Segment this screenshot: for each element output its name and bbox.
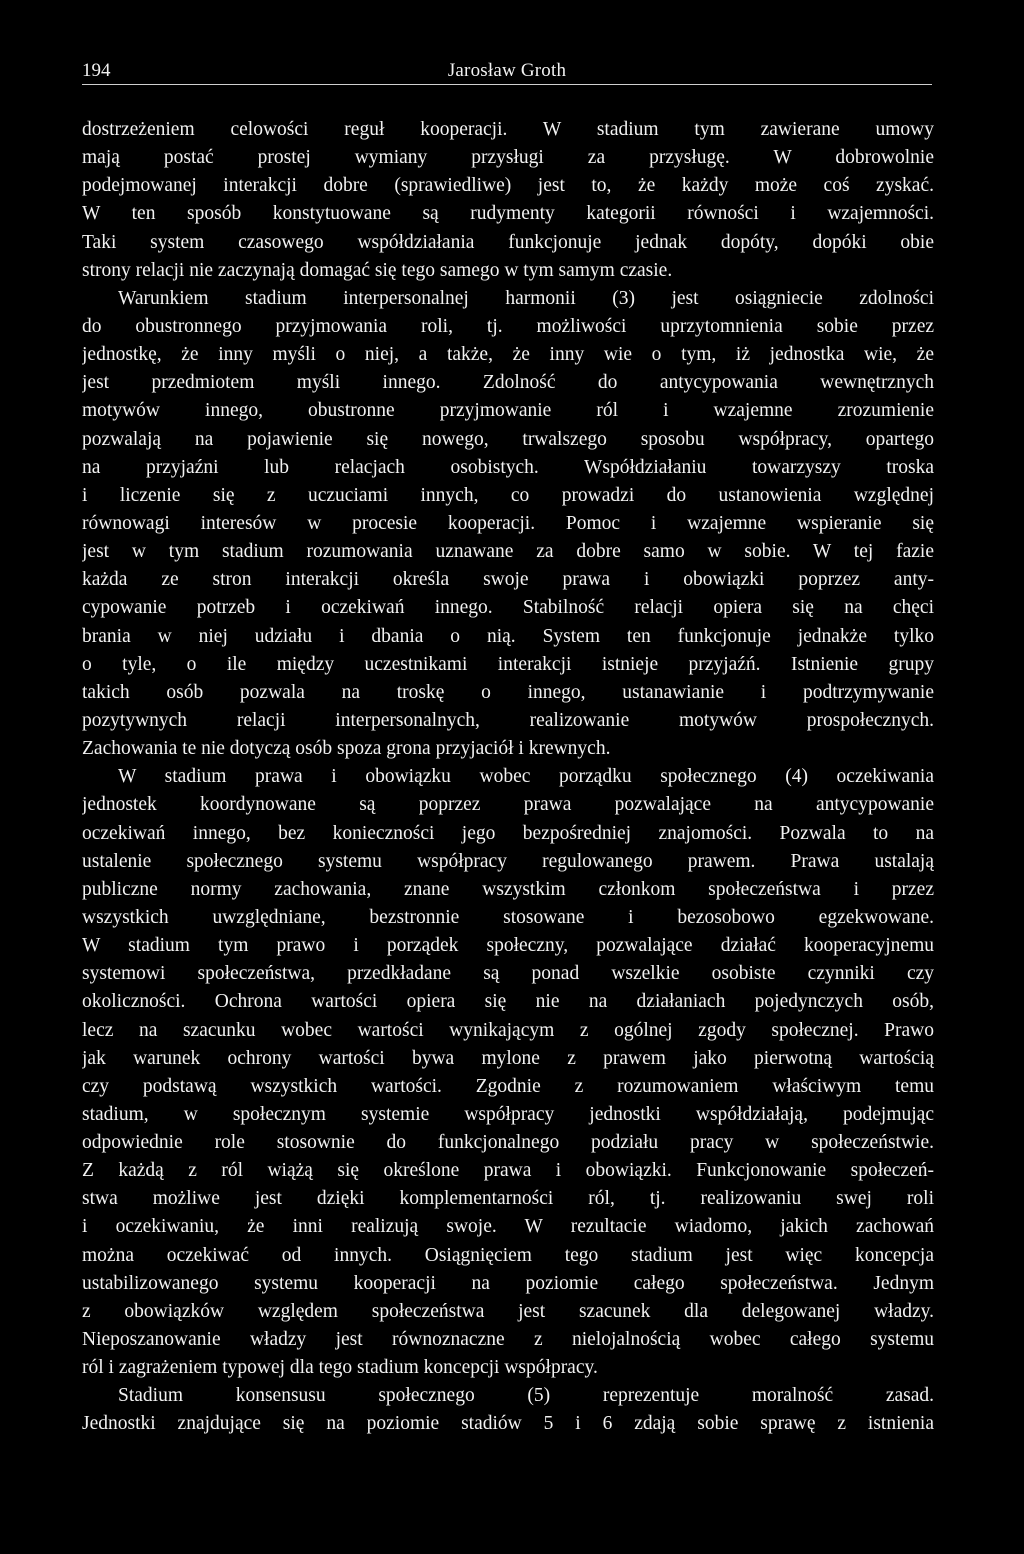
text-line: jest przedmiotem myśli innego. Zdolność do antycypowania wewnętrznych: [82, 372, 934, 394]
text-line: W ten sposób konstytuowane są rudymenty kategorii równości i wzajemności.: [82, 203, 934, 225]
header-rule: [82, 84, 932, 85]
page-number: 194: [82, 60, 111, 81]
text-line: Zachowania te nie dotyczą osób spoza grona przyjaciół i krewnych.: [82, 738, 611, 760]
text-line: dostrzeżeniem celowości reguł kooperacji. W stadium tym zawierane umowy: [82, 119, 934, 140]
text-line: Nieposzanowanie władzy jest równoznaczne z nielojalnością wobec całego systemu: [82, 1329, 934, 1351]
text-line: stadium, w społecznym systemie współpracy jednostki współdziałają, podejmując: [82, 1103, 934, 1125]
text-line: i oczekiwaniu, że inni realizują swoje. W rezultacie wiadomo, jakich zachowań: [82, 1216, 934, 1238]
text-line: ustabilizowanego systemu kooperacji na poziomie całego społeczeństwa. Jednym: [82, 1272, 934, 1294]
running-head: [82, 58, 932, 86]
text-line: czy podstawą wszystkich wartości. Zgodnie z rozumowaniem właściwym temu: [82, 1075, 934, 1097]
text-line: strony relacji nie zaczynają domagać się tego samego w tym samym czasie.: [82, 259, 673, 281]
text-line: można oczekiwać od innych. Osiągnięciem tego stadium jest więc koncepcja: [82, 1244, 934, 1266]
text-line: podejmowanej interakcji dobre (sprawiedliwe) jest to, że każdy może coś zyskać.: [82, 175, 934, 197]
text-line: na przyjaźni lub relacjach osobistych. Współdziałaniu towarzyszy troska: [82, 456, 934, 478]
text-line: cypowanie potrzeb i oczekiwań innego. Stabilność relacji opiera się na chęci: [82, 597, 934, 619]
running-title: Jarosław Groth: [447, 60, 567, 81]
text-line: jest w tym stadium rozumowania uznawane za dobre samo w sobie. W tej fazie: [82, 541, 934, 563]
text-line: Stadium konsensusu społecznego (5) reprezentuje moralność zasad.: [118, 1385, 934, 1407]
text-line: W stadium tym prawo i porządek społeczny, pozwalające działać kooperacyjnemu: [82, 935, 934, 957]
text-line: takich osób pozwala na troskę o innego, ustanawianie i podtrzymywanie: [82, 681, 934, 703]
body-text: [82, 116, 934, 1439]
text-line: brania w niej udziału i dbania o nią. System ten funkcjonuje jednakże tylko: [82, 625, 934, 647]
text-line: Z każdą z ról wiążą się określone prawa i obowiązki. Funkcjonowanie społeczeń-: [82, 1160, 934, 1182]
text-line: stwa możliwe jest dzięki komplementarności ról, tj. realizowaniu swej roli: [82, 1188, 934, 1210]
text-line: pozytywnych relacji interpersonalnych, realizowanie motywów prospołecznych.: [82, 709, 934, 731]
text-line: jednostkę, że inny myśli o niej, a także, że inny wie o tym, iż jednostka wie, że: [82, 344, 934, 366]
text-line: każda ze stron interakcji określa swoje prawa i obowiązki poprzez anty-: [82, 569, 934, 591]
text-line: jak warunek ochrony wartości bywa mylone z prawem jako pierwotną wartością: [82, 1047, 934, 1069]
text-line: ról i zagrażeniem typowej dla tego stadium koncepcji współpracy.: [82, 1357, 598, 1379]
text-line: ustalenie społecznego systemu współpracy regulowanego prawem. Prawa ustalają: [82, 850, 934, 872]
text-line: publiczne normy zachowania, znane wszystkim członkom społeczeństwa i przez: [82, 878, 934, 900]
text-line: lecz na szacunku wobec wartości wynikającym z ogólnej zgody społecznej. Prawo: [82, 1019, 934, 1041]
text-line: Jednostki znajdujące się na poziomie stadiów 5 i 6 zdają sobie sprawę z istnienia: [82, 1413, 934, 1435]
text-line: pozwalają na pojawienie się nowego, trwalszego sposobu współpracy, opartego: [82, 428, 934, 450]
text-line: systemowi społeczeństwa, przedkładane są ponad wszelkie osobiste czynniki czy: [82, 963, 934, 985]
text-line: okoliczności. Ochrona wartości opiera się nie na działaniach pojedynczych osób,: [82, 991, 934, 1013]
text-line: wszystkich uwzględniane, bezstronnie stosowane i bezosobowo egzekwowane.: [82, 906, 934, 928]
text-line: do obustronnego przyjmowania roli, tj. możliwości uprzytomnienia sobie przez: [82, 315, 934, 337]
text-line: i liczenie się z uczuciami innych, co prowadzi do ustanowienia względnej: [82, 484, 934, 506]
text-line: Taki system czasowego współdziałania funkcjonuje jednak dopóty, dopóki obie: [82, 231, 934, 253]
text-line: mają postać prostej wymiany przysługi za przysługę. W dobrowolnie: [82, 147, 934, 169]
text-line: odpowiednie role stosownie do funkcjonalnego podziału pracy w społeczeństwie.: [82, 1132, 934, 1154]
text-line: W stadium prawa i obowiązku wobec porządku społecznego (4) oczekiwania: [118, 766, 934, 788]
text-line: jednostek koordynowane są poprzez prawa pozwalające na antycypowanie: [82, 794, 934, 816]
text-line: Warunkiem stadium interpersonalnej harmonii (3) jest osiągniecie zdolności: [118, 287, 934, 309]
text-line: o tyle, o ile między uczestnikami interakcji istnieje przyjaźń. Istnienie grupy: [82, 653, 934, 675]
text-line: z obowiązków względem społeczeństwa jest szacunek dla delegowanej władzy.: [82, 1300, 934, 1322]
text-line: równowagi interesów w procesie kooperacji. Pomoc i wzajemne wspieranie się: [82, 512, 934, 534]
text-line: oczekiwań innego, bez konieczności jego bezpośredniej znajomości. Pozwala to na: [82, 822, 934, 844]
text-line: motywów innego, obustronne przyjmowanie ról i wzajemne zrozumienie: [82, 400, 934, 422]
